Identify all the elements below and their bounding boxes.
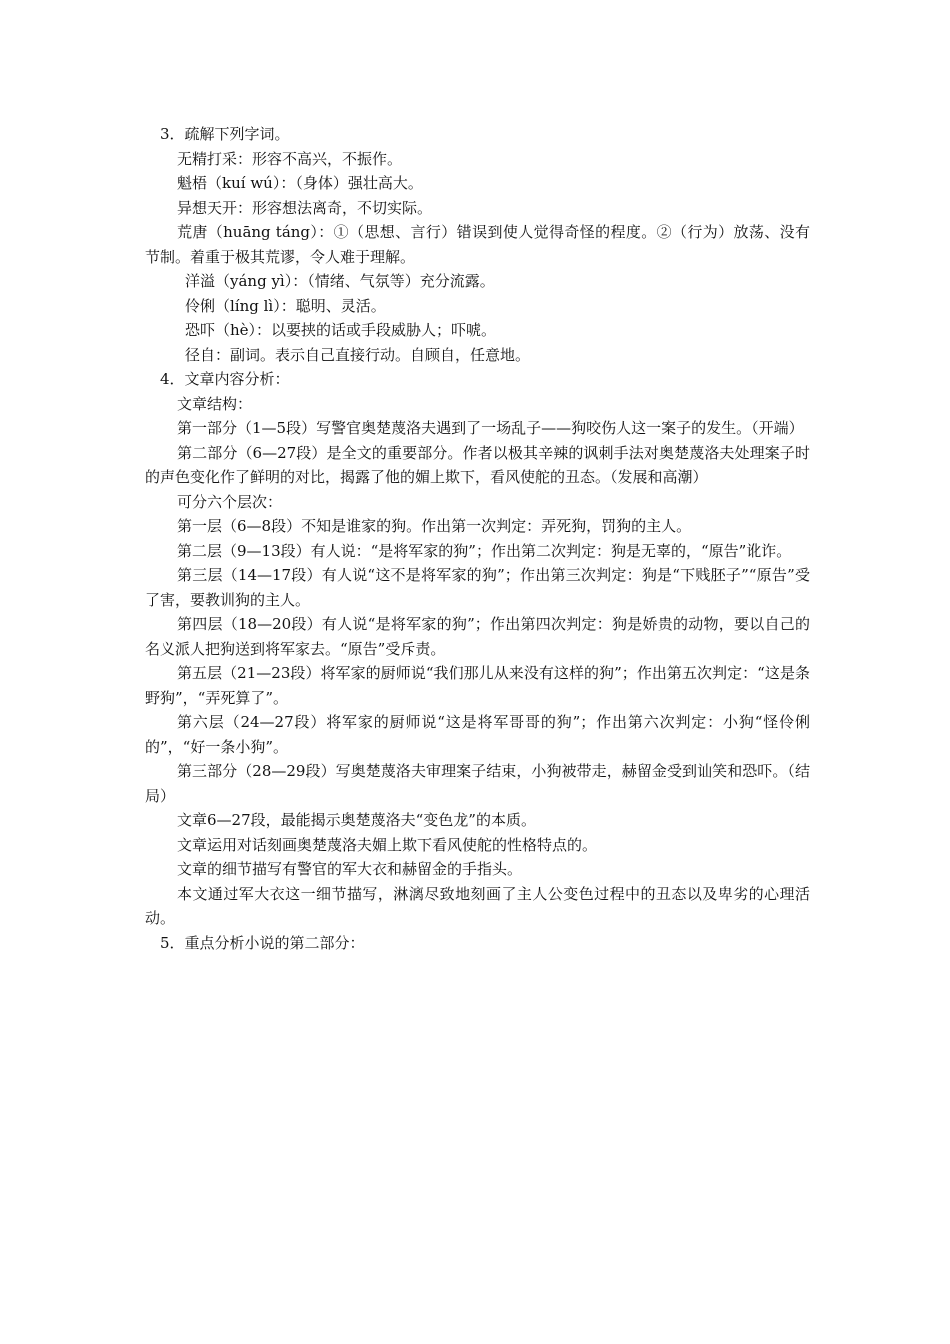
paragraph: 文章6—27段，最能揭示奥楚蔑洛夫“变色龙”的本质。 — [177, 811, 536, 829]
paragraph: 第一部分（1—5段）写警官奥楚蔑洛夫遇到了一场乱子——狗咬伤人这一案子的发生。（开端） — [177, 419, 804, 437]
paragraph: 异想天开：形容想法离奇，不切实际。 — [177, 198, 433, 217]
paragraph: 文章运用对话刻画奥楚蔑洛夫媚上欺下看风使舵的性格特点的。 — [177, 835, 598, 854]
paragraph: 伶俐（líng lì）：聪明、灵活。 — [185, 296, 386, 315]
paragraph: 第五层（21—23段）将军家的厨师说“我们那儿从来没有这样的狗”；作出第五次判定：“这是条野狗”，“弄死算了”。 — [145, 664, 810, 707]
document-body — [145, 122, 810, 955]
paragraph: 文章结构： — [177, 394, 253, 413]
paragraph: 第四层（18—20段）有人说“是将军家的狗”；作出第四次判定：狗是娇贵的动物，要以自己的名义派人把狗送到将军家去。“原告”受斥责。 — [145, 615, 810, 658]
paragraph: 可分六个层次： — [177, 492, 283, 511]
paragraph: 洋溢（yáng yì）：（情绪、气氛等）充分流露。 — [185, 272, 495, 290]
paragraph: 5．重点分析小说的第二部分： — [160, 933, 365, 952]
paragraph: 3．疏解下列字词。 — [160, 125, 290, 143]
paragraph: 第二部分（6—27段）是全文的重要部分。作者以极其辛辣的讽刺手法对奥楚蔑洛夫处理案子时的声色变化作了鲜明的对比，揭露了他的媚上欺下，看风使舵的丑态。（发展和高潮） — [145, 443, 810, 486]
paragraph: 第二层（9—13段）有人说：“是将军家的狗”；作出第二次判定：狗是无辜的，“原告”讹诈。 — [177, 541, 792, 560]
paragraph: 第三层（14—17段）有人说“这不是将军家的狗”；作出第三次判定：狗是“下贱胚子”“原告”受了害，要教训狗的主人。 — [145, 566, 810, 609]
paragraph: 径自：副词。表示自己直接行动。自顾自，任意地。 — [185, 345, 531, 364]
paragraph: 4．文章内容分析： — [160, 370, 290, 388]
paragraph: 第一层（6—8段）不知是谁家的狗。作出第一次判定：弄死狗，罚狗的主人。 — [177, 517, 692, 535]
paragraph: 第三部分（28—29段）写奥楚蔑洛夫审理案子结束，小狗被带走，赫留金受到讪笑和恐吓。（结局） — [145, 762, 810, 805]
paragraph: 魁梧（kuí wú）：（身体）强壮高大。 — [177, 174, 423, 192]
paragraph: 文章的细节描写有警官的军大衣和赫留金的手指头。 — [177, 860, 523, 878]
paragraph: 荒唐（huāng táng）：①（思想、言行）错误到使人觉得奇怪的程度。②（行为）放荡、没有节制。着重于极其荒谬，令人难于理解。 — [145, 223, 810, 266]
paragraph: 无精打采：形容不高兴，不振作。 — [177, 149, 403, 168]
paragraph: 本文通过军大衣这一细节描写，淋漓尽致地刻画了主人公变色过程中的丑态以及卑劣的心理活动。 — [145, 884, 810, 927]
paragraph: 恐吓（hè）：以要挟的话或手段威胁人；吓唬。 — [185, 321, 497, 339]
paragraph: 第六层（24—27段）将军家的厨师说“这是将军哥哥的狗”；作出第六次判定：小狗“怪伶俐的”，“好一条小狗”。 — [145, 713, 810, 756]
